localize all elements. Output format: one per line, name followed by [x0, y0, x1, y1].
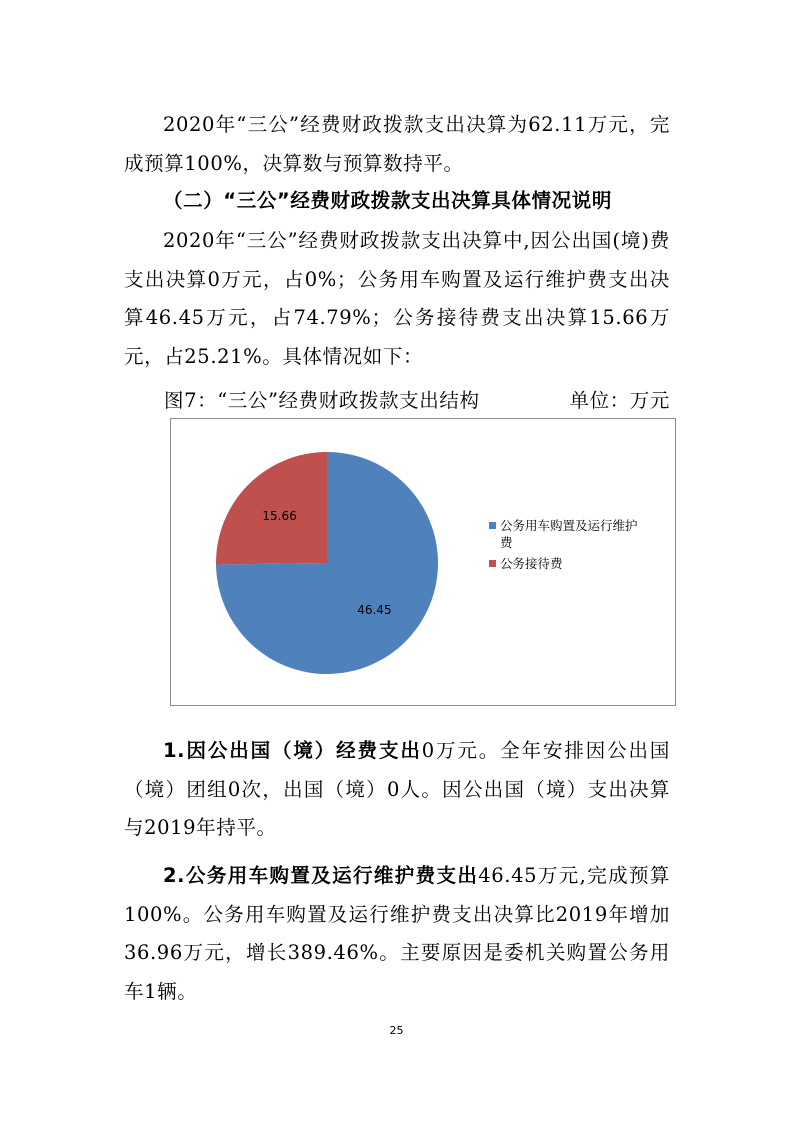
chart-legend: [489, 517, 649, 576]
item1-paragraph: [124, 732, 670, 848]
legend-swatch-red: [489, 560, 496, 567]
legend-label: 公务接待费: [500, 556, 563, 571]
legend-label: 公务用车购置及运行维护费: [500, 518, 638, 550]
item2-title: 2.公务用车购置及运行维护费支出: [163, 864, 479, 887]
figure-unit: 单位：万元: [569, 389, 670, 412]
figure-title: 图7：“三公”经费财政拨款支出结构: [164, 389, 480, 412]
data-label-vehicle: 46.45: [357, 602, 392, 617]
section-heading: （二）“三公”经费财政拨款支出决算具体情况说明: [163, 189, 612, 212]
legend-swatch-blue: [489, 522, 496, 529]
item2-paragraph: [124, 857, 670, 1011]
page-number: 25: [389, 1024, 404, 1037]
intro-paragraph: 2020年“三公”经费财政拨款支出决算为62.11万元，完成预算100%，决算数与预算数持平。: [124, 113, 670, 175]
pie-chart: [170, 418, 676, 706]
item1-body: 0万元。全年安排因公出国（境）团组0次，出国（境）0人。因公出国（境）支出决算与2019年持平。: [124, 739, 671, 839]
item1-title: 1.因公出国（境）经费支出: [163, 739, 422, 762]
item2-body: 46.45万元,完成预算100%。公务用车购置及运行维护费支出决算比2019年增加36.96万元，增长389.46%。主要原因是委机关购置公务用车1辆。: [124, 864, 670, 1003]
data-label-reception: 15.66: [262, 509, 297, 524]
legend-item-reception: [489, 555, 649, 572]
legend-item-vehicle: [489, 517, 649, 551]
detail-paragraph: 2020年“三公”经费财政拨款支出决算中,因公出国(境)费支出决算0万元，占0%；公务用车购置及运行维护费支出决算46.45万元，占74.79%；公务接待费支出决算15.66万元，占25.21%。具体情况如下：: [124, 229, 670, 368]
figure-caption: [124, 386, 670, 416]
